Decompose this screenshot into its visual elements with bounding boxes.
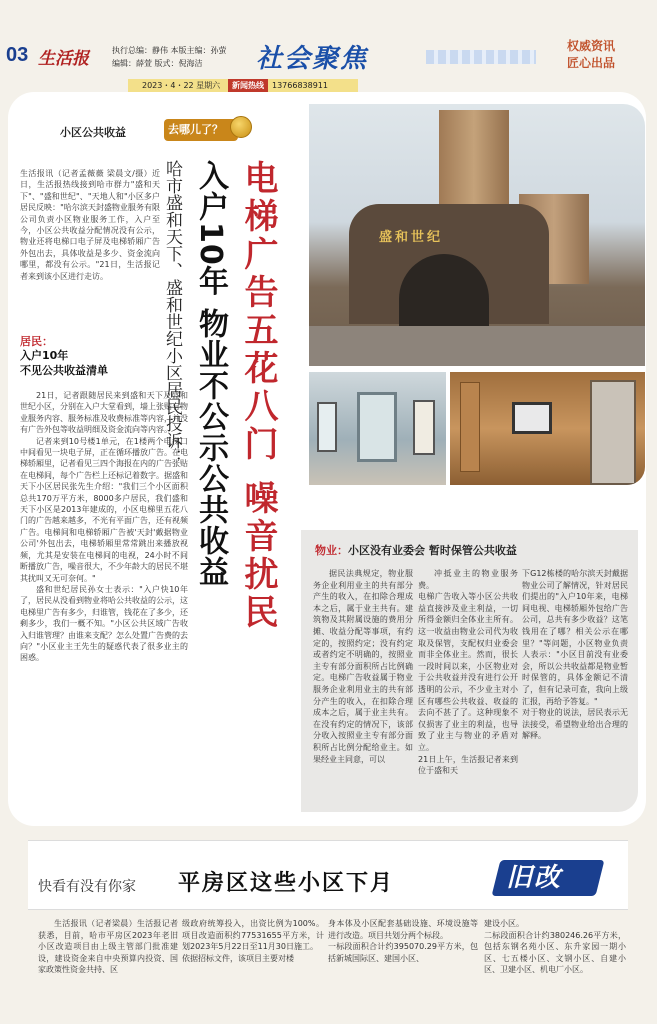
property-headline-text: 小区没有业委会 暂时保管公共收益 [348,544,517,557]
banner-decoration [426,50,536,64]
wall-panel [460,382,480,472]
renovation-column-1: 生活报讯（记者梁晨）生活报记者获悉，目前，哈市平房区2023年老旧小区改造项目由上级主管部门批准建设，建设资金来自中央预算内投资、国家政策性资金共持、区 [38,919,178,975]
slogan-line-2: 匠心出品 [567,56,616,70]
hotline-label: 新闻热线 [228,79,268,93]
ad-screen [512,402,552,434]
residents-subheadline [20,348,108,378]
renovation-badge: 旧改 [506,863,563,893]
residents-body [20,390,188,664]
property-column-2: 冲抵业主的物业服务费。 电梯广告收入等小区公共收益直接涉及业主利益，一切所得金额归全体业主所有。这一收益由物业公司代为收取及保管，支配权归业委会而非全体业主。然而，很长一段时间以来，小区物业对于公共收益并没有进行公开透明的公示，不少业主对小区有哪些公共收益、收益的去向不甚了了。这种现象不仅损害了业主的利益，也导致了业主与物业的矛盾对立。 21日上午，生活报记者来到位于盛和天 [418,569,518,776]
renovation-column-3: 身本体及小区配套基础设施、环境设施等进行改造。项目共划分两个标段。 一标段面积合计约395070.29平方米，包括新城国际区、建国小区、 [328,919,478,963]
elevator-door [357,392,397,462]
renovation-column-2: 级政府统筹投入，出资比例为100%。项目改造面积约77531655平方米，计划2023年5月22日至11月30日施工。 依据招标文件，该项目主要对楼 [182,919,324,963]
credits-line-1: 执行总编：静伟 本版主编：孙萤 [112,46,227,55]
body-paragraph: 21日，记者跟随居民来到盛和天下及盛和世纪小区，分别在入户大堂看到，墙上张贴有物业服务内容、服务标准及收费标准等内容，并没有广告外包等收益明细及资金流向等内容。 [20,391,188,435]
story-kicker-tag: 去哪儿了？ [164,119,238,141]
body-paragraph: 盛和世纪居民孙女士表示："入户快10年了，居民从没看到物业将哈公共收益的公示，这电梯里广告有多少，归谁管，钱花在了多少，还剩多少，我们一概不知。"小区公共区域广告收入归谁管理？由谁来支配？怎么处置广告费的去向？"小区业主王先生的疑惑代表了很多业主的困惑。 [20,584,188,663]
renovation-headline: 平房区这些小区下月 [178,871,395,896]
credits-line-2: 编辑：薛萱 版式：倪海洁 [112,59,203,68]
story-kicker: 小区公共收益 [60,126,126,139]
ad-poster [413,400,435,455]
story-lede: 生活报讯（记者孟薇薇 梁晨文/摄）近日，生活报热线接到哈市群力"盛和天下"、"盛和世纪"、"天地人和"小区多户居民反映："哈尔滨天封盛物业服务有限公司负责小区物业服务工作，入户至今，小区公共收益分配情况没有公示，物业还将电梯口电子屏及电梯轿厢广告外包出去，具体收益是多少、资金流向哪里，都没有公示。"21日，生活报记者来到该小区进行走访。 [20,169,160,281]
elevator-hall-photo [309,372,446,485]
renovation-kicker: 快看有没有你家 [38,879,136,895]
coin-icon [230,116,252,138]
property-kicker: 物业： [315,544,348,557]
elevator-screen-photo [450,372,645,485]
property-headline [315,542,517,558]
property-column-1: 据民法典规定，物业服务企业利用业主的共有部分产生的收入，在扣除合理成本之后，属于业主共有。建筑物及其附属设施的费用分摊、收益分配等事项，有约定的，按照约定；没有约定或者约定不明确的，按照业主专有部分面积所占比例确定。电梯广告收益属于物业服务企业利用业主的共有部分产生的收入，在扣除合理成本之后，属于业主共有。在没有约定的情况下，该部分收入按照业主专有部分面积所占比例分配给业主。如果经业主同意，可以 [313,569,413,764]
section-banner [256,38,546,74]
editor-credits [112,44,227,70]
masthead [0,0,657,92]
residents-kicker: 居民： [20,335,53,348]
section-title: 社会聚焦 [256,44,369,74]
dateline: 2023・4・22 星期六 [128,79,358,93]
paper-name: 生活报 [38,49,89,69]
slogan-line-1: 权威资讯 [567,39,616,53]
hotline-number: 13766838911 [272,81,328,90]
slogan [567,38,615,72]
ad-poster [317,402,337,452]
residents-subheadline-line-2: 不见公共收益清单 [20,364,108,377]
property-column-3: 下G12栋楼的哈尔滨天封戴据物业公司了解情况，针对居民们提出的"入户10年来，电梯间电视、电梯轿厢外包给广告公司，总共有多少收益？这笔钱用在了哪？相关公示在哪里？"等问题，小区物业负责人表示："小区目前没有业委会，所以公共收益都是物业暂时保管的，具体金额记不清了，但有记录可查，我向上级汇报，再给予答复。" 对于物业的说法，居民表示无法接受，希望物业给出合理的解释。 [522,569,628,741]
photo-ground [309,326,645,366]
renovation-column-4: 建设小区。 二标段面积合计约380246.26平方米，包括东钢名苑小区、东升家园一期小区、七五楼小区、文钢小区、自建小区、卫建小区、机电厂小区。 [484,919,626,975]
page-number: 03 [6,44,29,66]
residents-subheadline-line-1: 入户10年 [20,349,69,362]
community-gate-photo [309,104,645,366]
gate-sign: 盛和世纪 [379,230,444,245]
body-paragraph: 记者来到10号楼1单元，在1楼两个电梯口中间看见一块电子屏，正在循环播放广告。在电梯轿厢里，记者看见三四个海报在内的广告张贴在电梯间，每个广告栏上还标记着数字。据盛和天下小区居民张先生介绍："我们三个小区面积总共170万平方米，8000多户居民，我们盛和天下小区是2013年建成的，小区电梯里五花八门的广告越来越多，不光有平面广告，还有视频广告。电梯间和电梯轿厢广告被'天封'戴据物业公司'外包出去，电梯轿厢里常常跳出来播放视频，尤其是安装在电梯间的电视，24小时不间断播放广告，噪音很大，不少年龄大的居民不堪其扰叫又无可奈何。" [20,436,188,583]
headline-black: 入户10年 物业不公示公共收益 [193,160,228,588]
headline-red: 电梯广告五花八门 噪音扰民 [238,160,278,632]
headline-deck: 哈市盛和天下、盛和世纪小区居民投诉： [162,160,182,466]
elevator-door [590,380,636,485]
